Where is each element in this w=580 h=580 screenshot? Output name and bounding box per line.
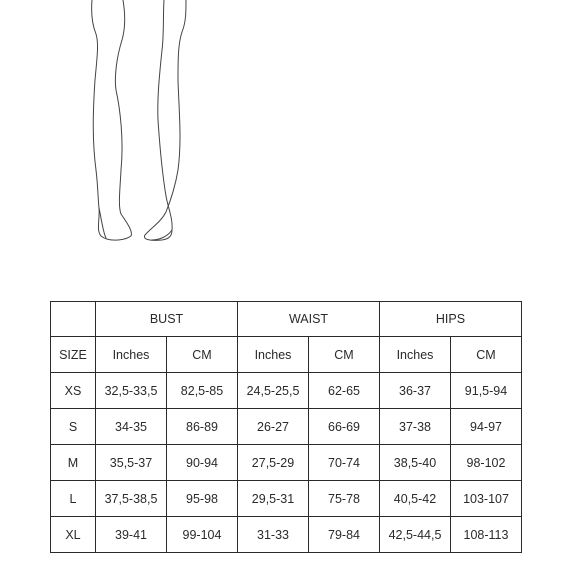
value-cell: 37,5-38,5 xyxy=(96,481,167,517)
size-cell: XS xyxy=(51,373,96,409)
value-cell: 37-38 xyxy=(380,409,451,445)
unit-header: CM xyxy=(167,337,238,373)
value-cell: 42,5-44,5 xyxy=(380,517,451,553)
value-cell: 90-94 xyxy=(167,445,238,481)
value-cell: 86-89 xyxy=(167,409,238,445)
unit-header: CM xyxy=(309,337,380,373)
value-cell: 39-41 xyxy=(96,517,167,553)
table-row xyxy=(51,517,522,553)
size-chart-table xyxy=(50,301,522,553)
value-cell: 95-98 xyxy=(167,481,238,517)
size-cell: M xyxy=(51,445,96,481)
value-cell: 31-33 xyxy=(238,517,309,553)
value-cell: 94-97 xyxy=(451,409,522,445)
group-header-row xyxy=(51,302,522,337)
unit-header: Inches xyxy=(96,337,167,373)
value-cell: 91,5-94 xyxy=(451,373,522,409)
table-row xyxy=(51,481,522,517)
unit-header: Inches xyxy=(380,337,451,373)
value-cell: 34-35 xyxy=(96,409,167,445)
size-cell: XL xyxy=(51,517,96,553)
value-cell: 70-74 xyxy=(309,445,380,481)
size-cell: L xyxy=(51,481,96,517)
group-header-hips: HIPS xyxy=(380,302,522,337)
unit-header: CM xyxy=(451,337,522,373)
value-cell: 36-37 xyxy=(380,373,451,409)
table-row xyxy=(51,373,522,409)
value-cell: 26-27 xyxy=(238,409,309,445)
value-cell: 29,5-31 xyxy=(238,481,309,517)
table-row xyxy=(51,445,522,481)
value-cell: 62-65 xyxy=(309,373,380,409)
value-cell: 27,5-29 xyxy=(238,445,309,481)
table-row xyxy=(51,409,522,445)
value-cell: 99-104 xyxy=(167,517,238,553)
value-cell: 75-78 xyxy=(309,481,380,517)
value-cell: 103-107 xyxy=(451,481,522,517)
unit-header-row xyxy=(51,337,522,373)
value-cell: 38,5-40 xyxy=(380,445,451,481)
size-cell: S xyxy=(51,409,96,445)
empty-corner-cell xyxy=(51,302,96,337)
value-cell: 32,5-33,5 xyxy=(96,373,167,409)
value-cell: 66-69 xyxy=(309,409,380,445)
value-cell: 98-102 xyxy=(451,445,522,481)
group-header-bust: BUST xyxy=(96,302,238,337)
value-cell: 35,5-37 xyxy=(96,445,167,481)
value-cell: 24,5-25,5 xyxy=(238,373,309,409)
value-cell: 40,5-42 xyxy=(380,481,451,517)
value-cell: 79-84 xyxy=(309,517,380,553)
value-cell: 108-113 xyxy=(451,517,522,553)
group-header-waist: WAIST xyxy=(238,302,380,337)
value-cell: 82,5-85 xyxy=(167,373,238,409)
unit-header: Inches xyxy=(238,337,309,373)
size-header: SIZE xyxy=(51,337,96,373)
